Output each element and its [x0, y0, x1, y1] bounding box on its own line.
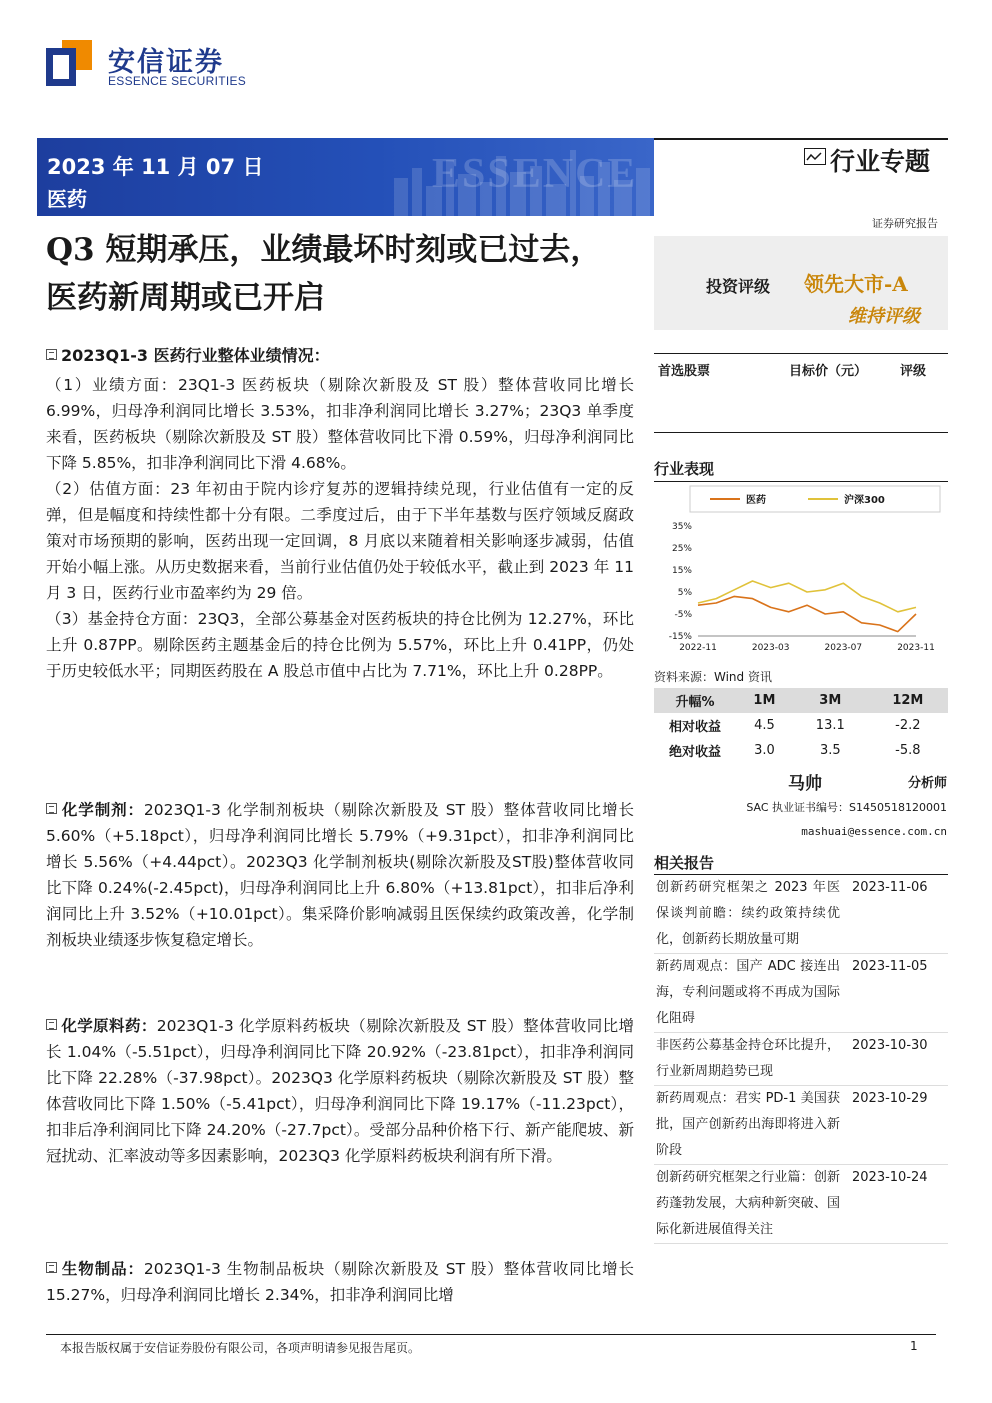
report-type-subtitle: 证券研究报告 — [872, 217, 938, 230]
headline-line-2: 医药新周期或已开启 — [46, 280, 325, 316]
stock-picks-table — [654, 353, 948, 433]
table-cell: 升幅% — [654, 688, 736, 713]
header-banner — [37, 138, 654, 216]
y-tick-label: 35% — [671, 522, 692, 532]
legend-label: 沪深300 — [844, 495, 885, 506]
table-cell: 绝对收益 — [668, 745, 721, 760]
rating-label: 投资评级 — [706, 277, 771, 296]
table-cell: 4.5 — [754, 718, 775, 733]
report-title[interactable]: 创新药研究框架之行业篇：创新药蓬勃发展，大病种新突破、国际化新进展值得关注 — [656, 1170, 840, 1237]
logo-name-cn: 安信证券 — [108, 47, 224, 78]
report-date: 2023-10-24 — [852, 1170, 928, 1185]
rating-status: 维持评级 — [848, 306, 920, 327]
section-heading: 生物制品： — [61, 1260, 144, 1278]
report-date: 2023-10-30 — [852, 1038, 928, 1053]
section-body — [46, 1256, 634, 1308]
paragraph: 2023Q1-3 化学制剂板块（剔除次新股及 ST 股）整体营收同比增长 5.60%（+5.18pct），归母净利润同比增长 5.79%（+9.31pct），扣非净利润同比增长 5.56%（+4.44pct）。2023Q3 化学制剂板块(剔除次新股及ST股)整体营收同比下降 0.24%(-2.45pct)，归母净利润同比上升 6.80%（+13.81pct），扣非后净利润同比上升 3.52%（+10.01pct）。集采降价影响减弱且医保续约政策改善，化学制剂板块业绩逐步恢复稳定增长。 — [46, 801, 634, 949]
col-stock: 首选股票 — [658, 364, 711, 379]
related-reports-title: 相关报告 — [654, 854, 715, 872]
rating-value: 领先大市-A — [804, 272, 908, 296]
section-body — [46, 1013, 634, 1169]
list-item[interactable] — [654, 1033, 948, 1086]
series-line — [698, 581, 916, 612]
paragraph: （3）基金持仓方面：23Q3，全部公募基金对医药板块的持仓比例为 12.27%，环比上升 0.87PP。剔除医药主题基金后的持仓比例为 5.57%，环比上升 0.41PP，仍处于历史较低水平；同期医药股在 A 股总市值中占比为 7.71%，环比上升 0.28PP。 — [46, 610, 634, 680]
list-item[interactable] — [654, 875, 948, 954]
report-title[interactable]: 新药周观点：国产 ADC 接连出海，专利问题或将不再成为国际化阻碍 — [656, 959, 840, 1026]
paragraph: 2023Q1-3 化学原料药板块（剔除次新股及 ST 股）整体营收同比增长 1.04%（-5.51pct），归母净利润同比下降 20.92%（-23.81pct），扣非净利润同比下降 22.28%（-37.98pct）。2023Q3 化学原料药板块（剔除次新股及 ST 股）整体营收同比下降 1.50%（-5.41pct），归母净利润同比下降 19.17%（-11.23pct），扣非后净利润同比下降 24.20%（-27.7pct）。受部分品种价格下行、新产能爬坡、新冠扰动、汇率波动等多因素影响，2023Q3 化学原料药板块利润有所下滑。 — [46, 1017, 634, 1165]
list-item[interactable] — [654, 954, 948, 1033]
series-line — [698, 596, 916, 631]
legend-label: 医药 — [746, 495, 766, 506]
section-heading: 化学原料药： — [61, 1017, 157, 1035]
logo-mark-icon — [46, 40, 92, 86]
logo-name-en: ESSENCE SECURITIES — [108, 74, 247, 88]
x-tick-label: 2023-03 — [751, 643, 790, 653]
table-cell: -2.2 — [895, 718, 921, 733]
report-date: 2023-11-05 — [852, 959, 928, 974]
table-cell: 相对收益 — [668, 720, 721, 735]
section-bullet-icon — [46, 1262, 57, 1273]
paragraph: （2）估值方面：23 年初由于院内诊疗复苏的逻辑持续兑现，行业估值有一定的反弹，但是幅度和持续性都十分有限。二季度过后，由于下半年基数与医疗领域反腐政策对市场预期的影响，医药出现一定回调，8 月底以来随着相关影响逐步减弱，估值开始小幅上涨。从历史数据来看，当前行业估值仍处于较低水平，截止到 2023 年 11 月 3 日，医药行业市盈率约为 29 倍。 — [46, 480, 634, 602]
list-item[interactable] — [654, 1165, 948, 1244]
headline-line-1: Q3 短期承压，业绩最坏时刻或已过去， — [46, 232, 602, 268]
table-cell: 1M — [736, 688, 793, 713]
table-cell: 3.0 — [754, 743, 775, 758]
section-bullet-icon — [46, 803, 57, 814]
performance-chart — [654, 480, 948, 660]
banner-watermark: ESSENCE — [432, 151, 638, 197]
table-cell: -5.8 — [895, 743, 921, 758]
section-heading: 2023Q1-3 医药行业整体业绩情况： — [46, 343, 330, 366]
top-rule — [654, 138, 948, 140]
footer-rule — [46, 1334, 936, 1335]
report-date: 2023-10-29 — [852, 1091, 928, 1106]
company-logo — [46, 40, 256, 92]
report-title[interactable]: 创新药研究框架之 2023 年医保谈判前瞻：续约政策持续优化，创新药长期放量可期 — [656, 880, 840, 947]
table-header-row — [654, 688, 948, 713]
report-title[interactable]: 非医药公募基金持仓环比提升，行业新周期趋势已现 — [656, 1038, 840, 1079]
table-row — [654, 713, 948, 738]
x-tick-label: 2023-11 — [897, 643, 935, 653]
paragraph: （1）业绩方面：23Q1-3 医药板块（剔除次新股及 ST 股）整体营收同比增长 6.99%，归母净利润同比增长 3.53%，扣非净利润同比增长 3.27%；23Q3 单季度来看，医药板块（剔除次新股及 ST 股）整体营收同比下滑 0.59%，归母净利润同比下降 5.85%，扣非净利润同比下滑 4.68%。 — [46, 376, 634, 472]
y-tick-label: 15% — [671, 566, 692, 576]
related-reports-list — [654, 875, 948, 1244]
performance-title: 行业表现 — [654, 460, 715, 478]
section-heading: 化学制剂： — [61, 801, 144, 819]
table-cell: 3.5 — [819, 743, 841, 758]
page-number: 1 — [910, 1339, 918, 1353]
section-body — [46, 797, 634, 953]
list-item[interactable] — [654, 1086, 948, 1165]
y-tick-label: 25% — [671, 544, 692, 554]
footer-disclaimer: 本报告版权属于安信证券股份有限公司，各项声明请参见报告尾页。 — [60, 1341, 421, 1355]
sector-label: 医药 — [47, 187, 87, 211]
performance-table — [654, 688, 948, 763]
report-title[interactable]: 新药周观点：君实 PD-1 美国获批，国产创新药出海即将进入新阶段 — [656, 1091, 840, 1158]
x-tick-label: 2023-07 — [824, 643, 863, 653]
col-rating: 评级 — [900, 364, 927, 379]
section-bullet-icon — [46, 349, 57, 360]
report-date: 2023 年 11 月 07 日 — [47, 155, 264, 179]
rating-box — [654, 236, 948, 330]
table-cell: 12M — [868, 688, 948, 713]
table-cell: 13.1 — [815, 718, 845, 733]
analyst-name: 马帅 — [788, 774, 822, 794]
y-tick-label: -15% — [668, 632, 692, 642]
section-bullet-icon — [46, 1019, 57, 1030]
chart-source: 资料来源：Wind 资讯 — [654, 670, 772, 684]
report-type-icon — [804, 148, 826, 165]
table-row — [654, 738, 948, 763]
y-tick-label: 5% — [677, 588, 692, 598]
analyst-sac-id: SAC 执业证书编号：S1450518120001 — [746, 801, 947, 814]
analyst-email[interactable]: mashuai@essence.com.cn — [801, 825, 947, 838]
report-headline — [46, 226, 656, 322]
analyst-role: 分析师 — [907, 776, 947, 791]
x-tick-label: 2022-11 — [679, 643, 717, 653]
col-target-price: 目标价（元） — [789, 364, 868, 379]
paragraph: 2023Q1-3 生物制品板块（剔除次新股及 ST 股）整体营收同比增长 15.27%，归母净利润同比增长 2.34%，扣非净利润同比增 — [46, 1260, 634, 1304]
section-body — [46, 372, 634, 684]
table-cell: 3M — [793, 688, 868, 713]
report-type-title: 行业专题 — [830, 147, 931, 176]
report-date: 2023-11-06 — [852, 880, 928, 895]
y-tick-label: -5% — [674, 610, 692, 620]
